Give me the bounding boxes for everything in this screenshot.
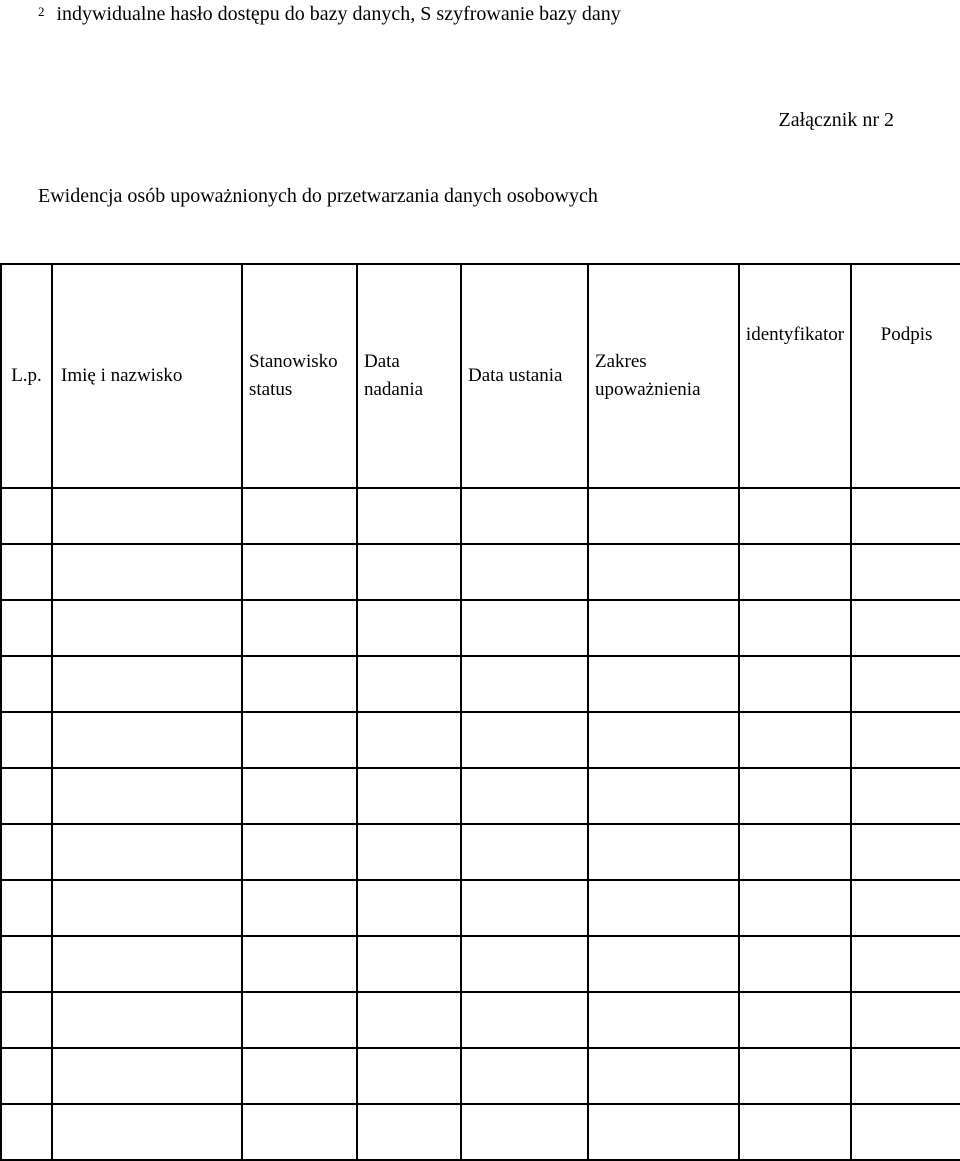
table-cell[interactable]	[851, 768, 960, 824]
table-cell[interactable]	[739, 1048, 851, 1104]
table-cell[interactable]	[461, 768, 588, 824]
table-cell[interactable]	[461, 880, 588, 936]
table-cell[interactable]	[242, 1048, 357, 1104]
table-cell[interactable]	[242, 1104, 357, 1160]
table-row	[1, 600, 960, 656]
table-cell[interactable]	[357, 992, 461, 1048]
table-cell[interactable]	[588, 768, 739, 824]
table-cell[interactable]	[739, 824, 851, 880]
table-cell[interactable]	[461, 544, 588, 600]
table-cell[interactable]	[1, 1048, 52, 1104]
table-cell[interactable]	[461, 1104, 588, 1160]
table-cell[interactable]	[52, 600, 242, 656]
document-title: Ewidencja osób upoważnionych do przetwarzania danych osobowych	[38, 185, 598, 207]
header-scope-line2: upoważnienia	[595, 379, 701, 400]
table-cell[interactable]	[588, 600, 739, 656]
table-cell[interactable]	[1, 544, 52, 600]
table-cell[interactable]	[851, 992, 960, 1048]
header-position-line1: Stanowisko	[249, 351, 338, 372]
table-cell[interactable]	[52, 936, 242, 992]
table-row	[1, 880, 960, 936]
table-cell[interactable]	[357, 768, 461, 824]
table-cell[interactable]	[357, 544, 461, 600]
table-row	[1, 1104, 960, 1160]
table-cell[interactable]	[461, 1048, 588, 1104]
table-cell[interactable]	[242, 488, 357, 544]
table-cell[interactable]	[1, 824, 52, 880]
table-cell[interactable]	[1, 600, 52, 656]
table-cell[interactable]	[588, 936, 739, 992]
table-cell[interactable]	[52, 1104, 242, 1160]
header-expiry-date: Data ustania	[461, 264, 588, 488]
table-cell[interactable]	[739, 600, 851, 656]
table-cell[interactable]	[52, 768, 242, 824]
table-cell[interactable]	[52, 488, 242, 544]
table-cell[interactable]	[52, 992, 242, 1048]
table-row	[1, 768, 960, 824]
table-cell[interactable]	[242, 600, 357, 656]
table-cell[interactable]	[588, 544, 739, 600]
table-cell[interactable]	[739, 936, 851, 992]
table-cell[interactable]	[461, 656, 588, 712]
table-cell[interactable]	[357, 824, 461, 880]
table-cell[interactable]	[357, 712, 461, 768]
table-cell[interactable]	[357, 488, 461, 544]
annex-label: Załącznik nr 2	[778, 109, 894, 131]
table-cell[interactable]	[588, 1104, 739, 1160]
header-position-line2: status	[249, 379, 293, 400]
table-cell[interactable]	[739, 880, 851, 936]
table-cell[interactable]	[851, 936, 960, 992]
table-cell[interactable]	[1, 768, 52, 824]
table-cell[interactable]	[242, 712, 357, 768]
table-cell[interactable]	[242, 880, 357, 936]
table-cell[interactable]	[52, 1048, 242, 1104]
table-cell[interactable]	[851, 712, 960, 768]
table-cell[interactable]	[588, 880, 739, 936]
table-row	[1, 712, 960, 768]
table-cell[interactable]	[851, 824, 960, 880]
header-grant-date-line2: nadania	[364, 379, 424, 400]
table-cell[interactable]	[242, 824, 357, 880]
table-cell[interactable]	[357, 656, 461, 712]
table-row	[1, 488, 960, 544]
table-cell[interactable]	[52, 656, 242, 712]
table-cell[interactable]	[242, 936, 357, 992]
header-scope	[588, 264, 739, 488]
table-cell[interactable]	[851, 488, 960, 544]
table-cell[interactable]	[357, 936, 461, 992]
header-grant-date	[357, 264, 461, 488]
table-cell[interactable]	[461, 600, 588, 656]
table-cell[interactable]	[851, 656, 960, 712]
table-cell[interactable]	[739, 992, 851, 1048]
table-row	[1, 936, 960, 992]
table-cell[interactable]	[461, 488, 588, 544]
table-cell[interactable]	[588, 992, 739, 1048]
header-position	[242, 264, 357, 488]
table-cell[interactable]	[461, 824, 588, 880]
table-cell[interactable]	[851, 1104, 960, 1160]
table-cell[interactable]	[52, 712, 242, 768]
table-row	[1, 544, 960, 600]
header-grant-date-line1: Data	[364, 351, 400, 372]
table-cell[interactable]	[242, 656, 357, 712]
table-body	[1, 488, 960, 1160]
table-row	[1, 1048, 960, 1104]
header-name: Imię i nazwisko	[52, 264, 242, 488]
authorized-persons-table	[0, 263, 960, 1161]
table-cell[interactable]	[52, 880, 242, 936]
table-row	[1, 992, 960, 1048]
footnote	[38, 0, 621, 28]
table-row	[1, 656, 960, 712]
table-cell[interactable]	[357, 600, 461, 656]
header-lp: L.p.	[1, 264, 52, 488]
table-cell[interactable]	[461, 712, 588, 768]
table-cell[interactable]	[588, 712, 739, 768]
table-cell[interactable]	[242, 992, 357, 1048]
table-cell[interactable]	[739, 544, 851, 600]
table-cell[interactable]	[242, 544, 357, 600]
header-identifier: identyfikator	[739, 264, 851, 488]
table-cell[interactable]	[851, 880, 960, 936]
table-cell[interactable]	[588, 1048, 739, 1104]
table-header-row	[1, 264, 960, 488]
table-cell[interactable]	[52, 544, 242, 600]
table-cell[interactable]	[1, 712, 52, 768]
table-cell[interactable]	[588, 824, 739, 880]
table-cell[interactable]	[851, 544, 960, 600]
header-signature: Podpis	[851, 264, 960, 488]
table-cell[interactable]	[851, 600, 960, 656]
table-cell[interactable]	[1, 880, 52, 936]
table-cell[interactable]	[588, 656, 739, 712]
table-cell[interactable]	[739, 768, 851, 824]
table-cell[interactable]	[1, 992, 52, 1048]
header-scope-line1: Zakres	[595, 351, 647, 372]
table-cell[interactable]	[588, 488, 739, 544]
table-cell[interactable]	[739, 488, 851, 544]
table-cell[interactable]	[52, 824, 242, 880]
table-cell[interactable]	[242, 768, 357, 824]
table-cell[interactable]	[461, 936, 588, 992]
table-cell[interactable]	[357, 1104, 461, 1160]
table-cell[interactable]	[1, 656, 52, 712]
table-cell[interactable]	[1, 1104, 52, 1160]
table-cell[interactable]	[357, 880, 461, 936]
footnote-number: 2	[38, 4, 45, 19]
table-cell[interactable]	[1, 936, 52, 992]
table-cell[interactable]	[739, 656, 851, 712]
table-cell[interactable]	[1, 488, 52, 544]
table-row	[1, 824, 960, 880]
table-cell[interactable]	[461, 992, 588, 1048]
table-cell[interactable]	[739, 712, 851, 768]
table-cell[interactable]	[357, 1048, 461, 1104]
table-cell[interactable]	[851, 1048, 960, 1104]
table-cell[interactable]	[739, 1104, 851, 1160]
footnote-text: indywidualne hasło dostępu do bazy danych, S szyfrowanie bazy dany	[56, 3, 621, 25]
